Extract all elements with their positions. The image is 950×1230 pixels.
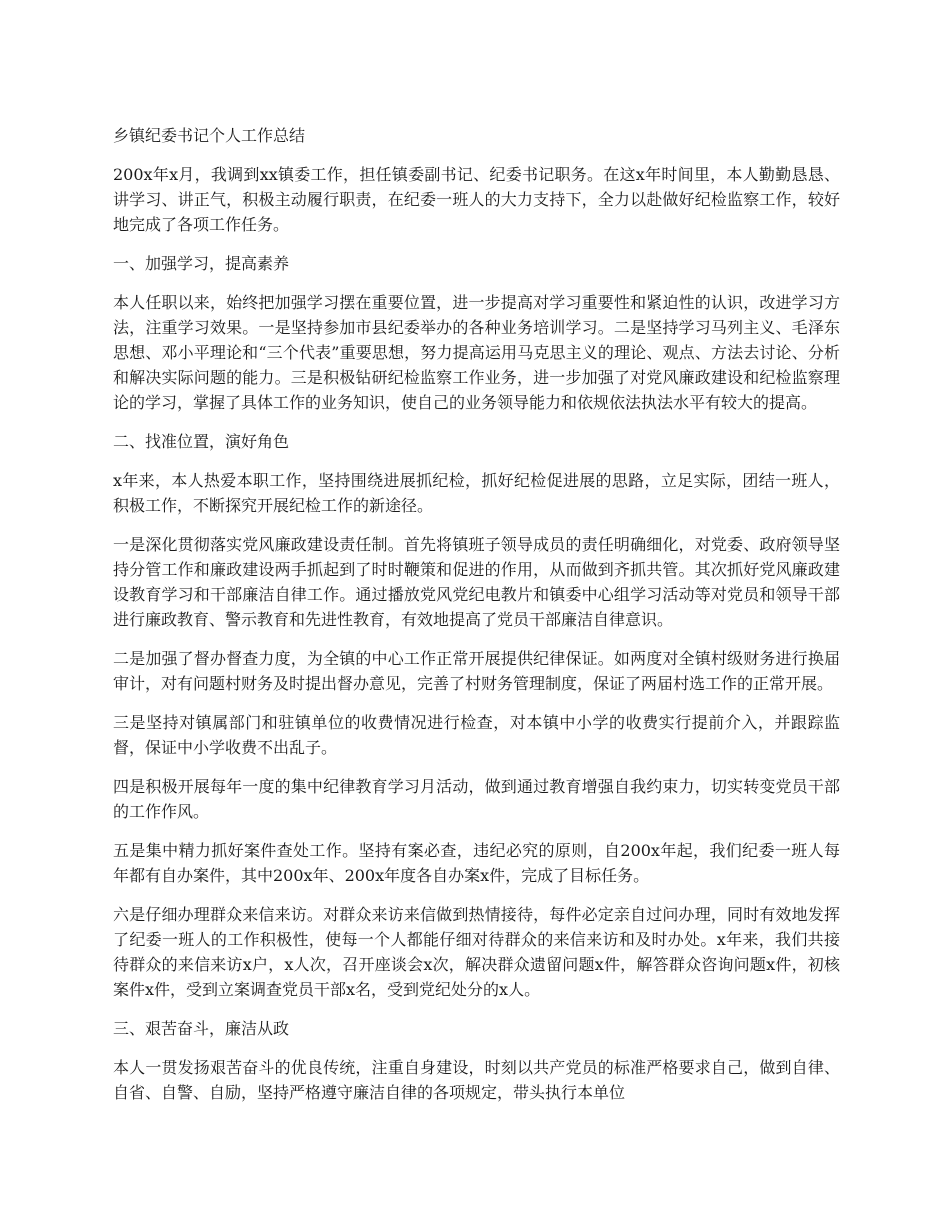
section-1-paragraph: 本人任职以来，始终把加强学习摆在重要位置，进一步提高对学习重要性和紧迫性的认识，改进学习方法，注重学习效果。一是坚持参加市县纪委举办的各种业务培训学习。二是坚持学习马列主义、毛泽东思想、邓小平理论和“三个代表”重要思想，努力提高运用马克思主义的理论、观点、方法去讨论、分析和解决实际问题的能力。三是积极钻研纪检监察工作业务，进一步加强了对党风廉政建设和纪检监察理论的学习，掌握了具体工作的业务知识，使自己的业务领导能力和依规依法执法水平有较大的提高。 <box>113 293 840 412</box>
section-2-paragraph-4: 三是坚持对镇属部门和驻镇单位的收费情况进行检查，对本镇中小学的收费实行提前介入，并跟踪监督，保证中小学收费不出乱子。 <box>113 713 840 757</box>
section-2-paragraph-5: 四是积极开展每年一度的集中纪律教育学习月活动，做到通过教育增强自我约束力，切实转变党员干部的工作作风。 <box>113 777 840 821</box>
section-2-paragraph-2: 一是深化贯彻落实党风廉政建设责任制。首先将镇班子领导成员的责任明确细化，对党委、政府领导坚持分管工作和廉政建设两手抓起到了时时鞭策和促进的作用，从而做到齐抓共管。其次抓好党风廉政建设教育学习和干部廉洁自律工作。通过播放党风党纪电教片和镇委中心组学习活动等对党员和领导干部进行廉政教育、警示教育和先进性教育，有效地提高了党员干部廉洁自律意识。 <box>113 535 840 629</box>
document-page <box>113 123 840 1119</box>
section-heading-3: 三、艰苦奋斗，廉洁从政 <box>113 1019 290 1038</box>
section-heading-1: 一、加强学习，提高素养 <box>113 254 290 273</box>
section-heading-2: 二、找准位置，演好角色 <box>113 432 290 451</box>
section-3-paragraph: 本人一贯发扬艰苦奋斗的优良传统，注重自身建设，时刻以共产党员的标准严格要求自己，做到自律、自省、自警、自励，坚持严格遵守廉洁自律的各项规定，带头执行本单位 <box>113 1058 840 1102</box>
intro-paragraph: 200x年x月，我调到xx镇委工作，担任镇委副书记、纪委书记职务。在这x年时间里，本人勤勤恳恳、讲学习、讲正气，积极主动履行职责，在纪委一班人的大力支持下，全力以赴做好纪检监察工作，较好地完成了各项工作任务。 <box>113 165 840 234</box>
section-2-paragraph-6: 五是集中精力抓好案件查处工作。坚持有案必查，违纪必究的原则，自200x年起，我们纪委一班人每年都有自办案件，其中200x年、200x年度各自办案x件，完成了目标任务。 <box>113 841 840 885</box>
section-2-paragraph-1: x年来，本人热爱本职工作，坚持围绕进展抓纪检，抓好纪检促进展的思路，立足实际，团结一班人，积极工作，不断探究开展纪检工作的新途径。 <box>113 471 840 515</box>
document-title: 乡镇纪委书记个人工作总结 <box>113 126 306 145</box>
section-2-paragraph-3: 二是加强了督办督查力度，为全镇的中心工作正常开展提供纪律保证。如两度对全镇村级财务进行换届审计，对有问题村财务及时提出督办意见，完善了村财务管理制度，保证了两届村选工作的正常开展。 <box>113 649 840 693</box>
section-2-paragraph-7: 六是仔细办理群众来信来访。对群众来访来信做到热情接待，每件必定亲自过问办理，同时有效地发挥了纪委一班人的工作积极性，使每一个人都能仔细对待群众的来信来访和及时办处。x年来，我们共接待群众的来信来访x户，x人次，召开座谈会x次，解决群众遗留问题x件，解答群众咨询问题x件，初核案件x件，受到立案调查党员干部x名，受到党纪处分的x人。 <box>113 905 840 999</box>
